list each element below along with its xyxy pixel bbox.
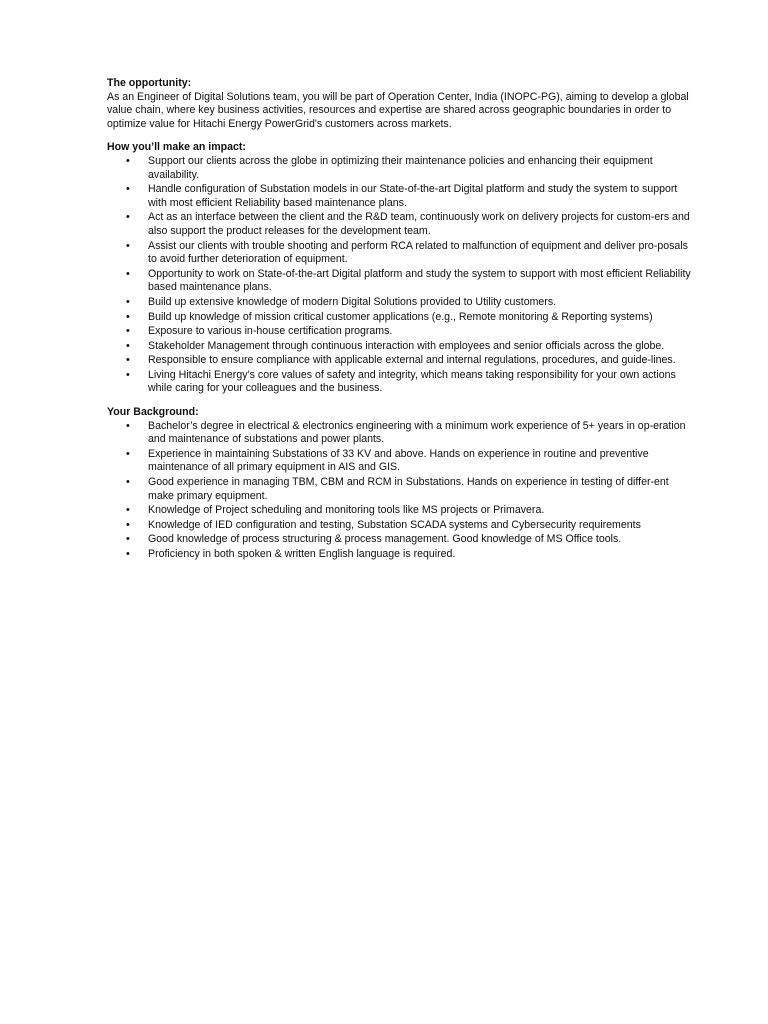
list-item — [107, 448, 693, 475]
list-item — [107, 476, 693, 503]
bullet-icon: • — [126, 504, 130, 517]
list-item-text: Assist our clients with trouble shooting and perform RCA related to malfunction of equipment and deliver pro-posals to avoid further deterioration of equipment. — [148, 239, 688, 266]
list-item-text: Living Hitachi Energy’s core values of safety and integrity, which means taking responsibility for your own actions while caring for your colleagues and the business. — [148, 368, 676, 395]
list-item — [107, 325, 693, 339]
opportunity-heading: The opportunity: — [107, 77, 192, 89]
document-page — [107, 77, 693, 572]
bullet-icon: • — [126, 476, 130, 489]
bullet-icon: • — [126, 239, 130, 252]
bullet-icon: • — [126, 211, 130, 224]
list-item — [107, 548, 693, 562]
list-item-text: Stakeholder Management through continuous interaction with employees and senior officials across the globe. — [148, 339, 665, 352]
list-item — [107, 240, 693, 267]
bullet-icon: • — [126, 267, 130, 280]
list-item-text: Knowledge of Project scheduling and monitoring tools like MS projects or Primavera. — [148, 504, 545, 517]
list-item — [107, 504, 693, 518]
impact-section — [107, 141, 693, 396]
bullet-icon: • — [126, 368, 130, 381]
list-item — [107, 268, 693, 295]
bullet-icon: • — [126, 154, 130, 167]
list-item — [107, 340, 693, 354]
bullet-icon: • — [126, 419, 130, 432]
list-item — [107, 533, 693, 547]
bullet-icon: • — [126, 518, 130, 531]
bullet-icon: • — [126, 548, 130, 560]
bullet-icon: • — [126, 325, 130, 338]
list-item-text: Opportunity to work on State-of-the-art Digital platform and study the system to support with most efficient Reliability based maintenance plans. — [148, 267, 691, 294]
list-item-text: Act as an interface between the client and the R&D team, continuously work on delivery projects for custom-ers and also support the product releases for the development team. — [148, 211, 690, 237]
list-item — [107, 519, 693, 533]
list-item — [107, 183, 693, 210]
list-item-text: Exposure to various in-house certification programs. — [148, 325, 393, 338]
list-item-text: Bachelor’s degree in electrical & electronics engineering with a minimum work experience of 5+ years in op-eration and maintenance of substations and power plants. — [148, 419, 686, 446]
background-section — [107, 406, 693, 562]
bullet-icon: • — [126, 310, 130, 323]
list-item — [107, 211, 693, 238]
list-item-text: Responsible to ensure compliance with applicable external and internal regulations, procedures, and guide-lines. — [148, 354, 676, 367]
opportunity-text: As an Engineer of Digital Solutions team, you will be part of Operation Center, India (INOPC-PG), aiming to develop a global value chain, where key business activities, resources and expertise are shared across geographic boundaries in order to optimize value for Hitachi Energy PowerGrid's customers across markets. — [107, 90, 689, 130]
list-item — [107, 420, 693, 447]
bullet-icon: • — [126, 295, 130, 308]
background-list — [107, 420, 693, 562]
bullet-icon: • — [126, 183, 130, 196]
background-heading: Your Background: — [107, 406, 199, 419]
list-item-text: Build up knowledge of mission critical customer applications (e.g., Remote monitoring & Reporting systems) — [148, 310, 653, 323]
list-item — [107, 155, 693, 182]
bullet-icon: • — [126, 354, 130, 367]
impact-heading: How you’ll make an impact: — [107, 141, 246, 154]
bullet-icon: • — [126, 447, 130, 460]
list-item-text: Proficiency in both spoken & written English language is required. — [148, 548, 456, 560]
list-item-text: Knowledge of IED configuration and testing, Substation SCADA systems and Cybersecurity requirements — [148, 518, 641, 531]
list-item — [107, 311, 693, 325]
impact-list — [107, 155, 693, 396]
list-item-text: Experience in maintaining Substations of 33 KV and above. Hands on experience in routine and preventive maintenance of all primary equipment in AIS and GIS. — [148, 447, 649, 474]
list-item-text: Good experience in managing TBM, CBM and RCM in Substations. Hands on experience in testing of differ-ent make primary equipment. — [148, 476, 669, 502]
list-item — [107, 369, 693, 396]
list-item-text: Support our clients across the globe in optimizing their maintenance policies and enhancing their equipment availability. — [148, 154, 653, 181]
bullet-icon: • — [126, 533, 130, 546]
list-item — [107, 296, 693, 310]
bullet-icon: • — [126, 339, 130, 352]
list-item-text: Good knowledge of process structuring & process management. Good knowledge of MS Office tools. — [148, 533, 622, 546]
list-item-text: Handle configuration of Substation models in our State-of-the-art Digital platform and study the system to support with most efficient Reliability based maintenance plans. — [148, 183, 678, 209]
list-item — [107, 354, 693, 368]
opportunity-section — [107, 77, 693, 131]
list-item-text: Build up extensive knowledge of modern Digital Solutions provided to Utility customers. — [148, 295, 557, 308]
